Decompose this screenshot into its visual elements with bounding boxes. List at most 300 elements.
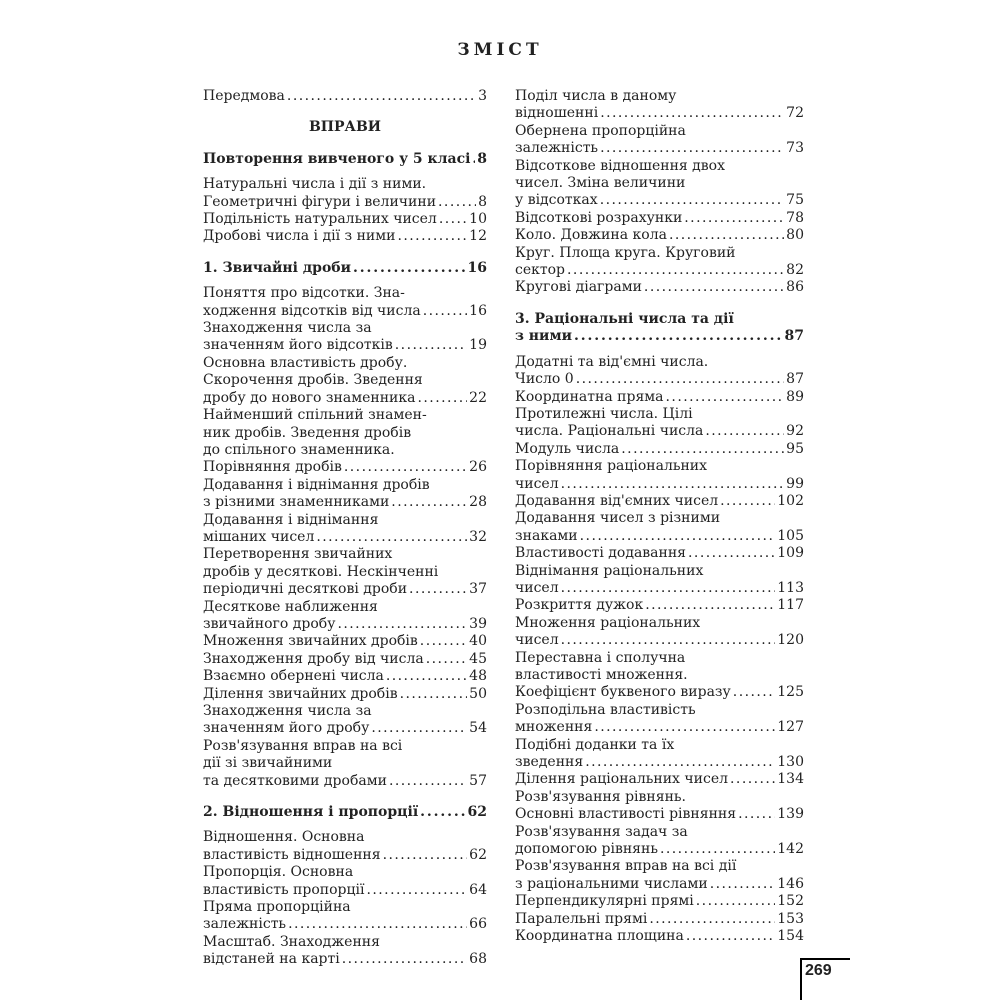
toc-entry-tail bbox=[515, 441, 804, 458]
toc-entry-title: значенням його відсотків bbox=[203, 337, 393, 354]
toc-entry-tail bbox=[515, 597, 804, 614]
toc-entry[interactable] bbox=[203, 738, 487, 790]
toc-page-number: 146 bbox=[777, 875, 804, 892]
toc-entry[interactable] bbox=[515, 158, 804, 210]
toc-entry-line: Порівняння раціональних bbox=[515, 458, 708, 475]
toc-entry-line: Натуральні числа і дії з ними. bbox=[203, 176, 427, 193]
toc-page-number: 12 bbox=[469, 228, 487, 245]
toc-entry-line: Множення раціональних bbox=[515, 614, 701, 631]
toc-entry-tail bbox=[203, 804, 487, 821]
toc-entry[interactable] bbox=[515, 702, 804, 737]
toc-entry-tail bbox=[203, 720, 487, 737]
dot-leader bbox=[418, 390, 468, 407]
toc-entry-tail bbox=[203, 303, 487, 320]
toc-page-number: 68 bbox=[469, 951, 487, 968]
toc-entry-title: зведення bbox=[515, 754, 584, 771]
toc-entry-tail bbox=[203, 847, 487, 864]
toc-page-number: 10 bbox=[469, 211, 487, 228]
toc-entry-tail bbox=[515, 328, 804, 345]
toc-entry-line: Розв'язування задач за bbox=[515, 823, 688, 840]
toc-page-number: 37 bbox=[469, 581, 487, 598]
toc-entry[interactable] bbox=[203, 211, 487, 228]
toc-entry-line: Масштаб. Знаходження bbox=[203, 933, 380, 950]
toc-entry-line: Додавання чисел з різними bbox=[515, 510, 721, 527]
toc-entry-tail bbox=[203, 633, 487, 650]
dot-leader bbox=[580, 528, 776, 545]
toc-page-number: 109 bbox=[777, 545, 804, 562]
toc-entry-title: Множення звичайних дробів bbox=[203, 633, 418, 650]
toc-entry-tail bbox=[203, 686, 487, 703]
toc-entry-title: Число 0 bbox=[515, 371, 574, 388]
dot-leader bbox=[720, 493, 775, 510]
toc-entry[interactable] bbox=[203, 668, 487, 685]
toc-entry[interactable] bbox=[515, 563, 804, 598]
toc-page-number: 152 bbox=[777, 893, 804, 910]
toc-chapter-entry[interactable] bbox=[203, 151, 487, 168]
toc-entry-line: чисел. Зміна величини bbox=[515, 175, 686, 192]
toc-entry-title: дробу до нового знаменника bbox=[203, 389, 416, 406]
toc-entry-title: мішаних чисел bbox=[203, 528, 315, 545]
toc-entry-title: Повторення вивченого у 5 класі bbox=[203, 150, 471, 167]
toc-entry-line: Додавання і віднімання bbox=[203, 511, 379, 528]
dot-leader bbox=[409, 581, 467, 598]
toc-page-number: 64 bbox=[469, 881, 487, 898]
toc-page-number: 154 bbox=[777, 928, 804, 945]
toc-entry-title: Додавання від'ємних чисел bbox=[515, 492, 719, 509]
toc-entry-line: Основна властивість дробу. bbox=[203, 354, 408, 371]
spacer bbox=[203, 137, 487, 151]
toc-entry-tail bbox=[515, 580, 804, 597]
toc-entry-title: сектор bbox=[515, 262, 566, 279]
toc-entry[interactable] bbox=[203, 899, 487, 934]
toc-entry[interactable] bbox=[515, 893, 804, 910]
toc-entry-line: Знаходження числа за bbox=[203, 703, 372, 719]
toc-entry-title: Модуль числа bbox=[515, 440, 620, 457]
toc-entry[interactable] bbox=[203, 934, 487, 969]
toc-entry[interactable] bbox=[515, 123, 804, 158]
dot-leader bbox=[594, 719, 775, 736]
dot-leader bbox=[389, 773, 467, 790]
toc-entry-title: Коефіцієнт буквеного виразу bbox=[515, 684, 731, 701]
toc-page-number: 92 bbox=[786, 423, 804, 440]
toc-entry-title: Дробові числа і дії з ними bbox=[203, 228, 396, 245]
toc-page-number: 130 bbox=[777, 754, 804, 771]
toc-entry-line: Розв'язування вправ на всі дії bbox=[515, 858, 737, 875]
toc-entry-line: Протилежні числа. Цілі bbox=[515, 405, 693, 422]
toc-entry-line: Розв'язування вправ на всі bbox=[203, 737, 403, 754]
spacer bbox=[203, 168, 487, 176]
toc-entry-tail bbox=[515, 545, 804, 562]
toc-page-number: 50 bbox=[469, 685, 487, 702]
toc-entry-title: Ділення звичайних дробів bbox=[203, 685, 398, 702]
toc-entry-line: Додатні та від'ємні числа. bbox=[515, 353, 709, 370]
dot-leader bbox=[288, 916, 467, 933]
toc-entry[interactable] bbox=[203, 355, 487, 407]
toc-entry-title: залежність bbox=[515, 140, 599, 157]
dot-leader bbox=[710, 876, 776, 893]
toc-entry[interactable] bbox=[203, 512, 487, 547]
toc-entry-title: періодичні десяткові дроби bbox=[203, 581, 408, 598]
toc-entry-tail bbox=[515, 841, 804, 858]
dot-leader bbox=[567, 262, 784, 279]
toc-entry[interactable] bbox=[515, 545, 804, 562]
toc-entry-line: до спільного знаменника. bbox=[203, 441, 395, 458]
toc-entry-tail bbox=[515, 105, 804, 122]
toc-page-number: 57 bbox=[469, 772, 487, 789]
toc-entry-line: властивості множення. bbox=[515, 667, 688, 683]
toc-entry[interactable] bbox=[203, 633, 487, 650]
dot-leader bbox=[400, 686, 468, 703]
toc-entry-tail bbox=[203, 211, 487, 228]
toc-page-number: 75 bbox=[786, 192, 804, 209]
toc-entry-tail bbox=[203, 390, 487, 407]
toc-entry-tail bbox=[515, 371, 804, 388]
dot-leader bbox=[420, 804, 465, 821]
toc-entry-tail bbox=[515, 210, 804, 227]
toc-entry-title: Координатна пряма bbox=[515, 388, 664, 405]
toc-column-left bbox=[203, 88, 487, 969]
toc-entry-tail bbox=[203, 651, 487, 668]
toc-entry-tail bbox=[515, 911, 804, 928]
dot-leader bbox=[621, 441, 784, 458]
toc-entry[interactable] bbox=[203, 864, 487, 899]
toc-page-number: 48 bbox=[469, 668, 487, 685]
toc-entry[interactable] bbox=[203, 477, 487, 512]
toc-entry-title: властивість відношення bbox=[203, 846, 381, 863]
toc-entry-tail bbox=[515, 928, 804, 945]
toc-entry[interactable] bbox=[515, 789, 804, 824]
dot-leader bbox=[423, 303, 467, 320]
toc-entry[interactable] bbox=[203, 407, 487, 477]
page-number: 269 bbox=[805, 962, 832, 979]
toc-page-number: 19 bbox=[469, 337, 487, 354]
toc-page-number: 16 bbox=[467, 259, 487, 276]
toc-page-number: 89 bbox=[786, 388, 804, 405]
toc-entry-title: звичайного дробу bbox=[203, 615, 336, 632]
toc-entry-tail bbox=[203, 951, 487, 968]
toc-entry-title: Розкриття дужок bbox=[515, 597, 644, 614]
toc-entry-title: знаками bbox=[515, 527, 578, 544]
toc-entry-title: Координатна площина bbox=[515, 928, 684, 945]
dot-leader bbox=[684, 210, 784, 227]
dot-leader bbox=[730, 771, 775, 788]
toc-entry-title: Кругові діаграми bbox=[515, 279, 642, 296]
toc-entry-tail bbox=[203, 616, 487, 633]
spacer bbox=[203, 277, 487, 285]
toc-entry-title: Ділення раціональних чисел bbox=[515, 771, 729, 788]
toc-entry[interactable] bbox=[515, 615, 804, 650]
toc-entry[interactable] bbox=[515, 510, 804, 545]
toc-entry[interactable] bbox=[515, 389, 804, 406]
toc-entry-title: Перпендикулярні прямі bbox=[515, 893, 694, 910]
toc-entry-line: Віднімання раціональних bbox=[515, 562, 704, 579]
dot-leader bbox=[472, 151, 475, 168]
dot-leader bbox=[600, 192, 784, 209]
toc-entry-line: Поділ числа в даному bbox=[515, 88, 677, 104]
toc-entry-tail bbox=[203, 459, 487, 476]
toc-entry[interactable] bbox=[515, 245, 804, 280]
dot-leader bbox=[660, 841, 775, 858]
toc-entry-line: Пропорція. Основна bbox=[203, 864, 354, 881]
dot-leader bbox=[696, 893, 775, 910]
toc-entry-title: допомогою рівнянь bbox=[515, 841, 658, 858]
toc-entry-tail bbox=[203, 494, 487, 511]
toc-column-right bbox=[515, 88, 804, 946]
dot-leader bbox=[733, 684, 775, 701]
toc-entry-title: властивість пропорції bbox=[203, 881, 365, 898]
spacer bbox=[203, 246, 487, 260]
toc-entry-title: з раціональними числами bbox=[515, 875, 708, 892]
dot-leader bbox=[438, 194, 476, 211]
toc-page-number: 127 bbox=[777, 719, 804, 736]
toc-page-number: 153 bbox=[777, 910, 804, 927]
toc-page-number: 142 bbox=[777, 841, 804, 858]
toc-page-number: 120 bbox=[777, 632, 804, 649]
toc-page-number: 8 bbox=[477, 150, 487, 167]
toc-entry-title: Властивості додавання bbox=[515, 545, 687, 562]
toc-entry-tail bbox=[515, 632, 804, 649]
toc-entry-title: з різними знаменниками bbox=[203, 494, 390, 511]
toc-entry-tail bbox=[203, 151, 487, 168]
dot-leader bbox=[600, 105, 784, 122]
dot-leader bbox=[344, 459, 467, 476]
toc-entry-tail bbox=[203, 916, 487, 933]
toc-page-number: 117 bbox=[777, 597, 804, 614]
toc-page-number: 102 bbox=[777, 492, 804, 509]
toc-entry[interactable] bbox=[515, 858, 804, 893]
toc-page-number: 82 bbox=[786, 262, 804, 279]
toc-entry[interactable] bbox=[203, 320, 487, 355]
toc-entry-title: 2. Відношення і пропорції bbox=[203, 804, 419, 821]
toc-page-number: 113 bbox=[777, 579, 804, 596]
toc-entry-title: залежність bbox=[203, 916, 287, 933]
toc-entry[interactable] bbox=[203, 546, 487, 598]
toc-page-number: 22 bbox=[469, 389, 487, 406]
dot-leader bbox=[371, 720, 467, 737]
toc-chapter-entry[interactable] bbox=[203, 260, 487, 277]
toc-entry-line: Перетворення звичайних bbox=[203, 546, 393, 563]
toc-page-number: 86 bbox=[786, 279, 804, 296]
toc-entry-title: множення bbox=[515, 719, 593, 736]
toc-entry-title: відношенні bbox=[515, 105, 599, 122]
toc-entry-tail bbox=[515, 227, 804, 244]
toc-entry-title: Паралельні прямі bbox=[515, 910, 648, 927]
toc-entry[interactable] bbox=[515, 441, 804, 458]
toc-page-number: 45 bbox=[469, 650, 487, 667]
dot-leader bbox=[366, 882, 467, 899]
toc-entry-tail bbox=[515, 754, 804, 771]
toc-page-number: 139 bbox=[777, 806, 804, 823]
toc-entry-title: числа. Раціональні числа bbox=[515, 423, 704, 440]
toc-entry-line: Скорочення дробів. Зведення bbox=[203, 372, 423, 389]
toc-entry[interactable] bbox=[203, 703, 487, 738]
toc-entry-line: Розв'язування рівнянь. bbox=[515, 788, 686, 805]
toc-entry-line: Пряма пропорційна bbox=[203, 899, 351, 916]
toc-page-number: 80 bbox=[786, 227, 804, 244]
toc-page-number: 105 bbox=[777, 527, 804, 544]
spacer bbox=[515, 346, 804, 354]
dot-leader bbox=[705, 423, 784, 440]
toc-page-number: 99 bbox=[786, 475, 804, 492]
toc-entry-tail bbox=[203, 337, 487, 354]
toc-entry[interactable] bbox=[515, 650, 804, 702]
toc-page-number: 62 bbox=[467, 804, 487, 821]
toc-entry-tail bbox=[515, 806, 804, 823]
toc-entry-line: Відсоткове відношення двох bbox=[515, 157, 726, 174]
toc-entry-title: з ними bbox=[515, 328, 572, 345]
toc-page-number: 95 bbox=[786, 440, 804, 457]
toc-entry-line: Обернена пропорційна bbox=[515, 122, 686, 139]
dot-leader bbox=[426, 651, 467, 668]
toc-page-number: 54 bbox=[469, 720, 487, 737]
toc-entry-line: Десяткове наближення bbox=[203, 598, 378, 615]
toc-page-number: 78 bbox=[786, 209, 804, 226]
toc-entry-tail bbox=[515, 262, 804, 279]
toc-page-number: 32 bbox=[469, 528, 487, 545]
toc-entry-line: 3. Раціональні числа та дії bbox=[515, 310, 734, 327]
toc-page-number: 134 bbox=[777, 771, 804, 788]
toc-entry-line: ник дробів. Зведення дробів bbox=[203, 424, 412, 441]
toc-entry[interactable] bbox=[515, 911, 804, 928]
dot-leader bbox=[645, 597, 775, 614]
toc-entry[interactable] bbox=[515, 279, 804, 296]
toc-entry-tail bbox=[515, 140, 804, 157]
toc-entry-line: Знаходження числа за bbox=[203, 320, 372, 337]
toc-entry-title: ходження відсотків від числа bbox=[203, 302, 421, 319]
dot-leader bbox=[688, 545, 775, 562]
dot-leader bbox=[439, 211, 467, 228]
dot-leader bbox=[649, 911, 775, 928]
toc-entry[interactable] bbox=[515, 771, 804, 788]
toc-entry-line: Додавання і віднімання дробів bbox=[203, 476, 430, 493]
toc-entry-line: Переставна і сполучна bbox=[515, 649, 686, 666]
toc-page-number: 39 bbox=[469, 615, 487, 632]
toc-page-number: 28 bbox=[469, 494, 487, 511]
dot-leader bbox=[287, 88, 476, 105]
toc-entry[interactable] bbox=[515, 354, 804, 389]
toc-entry[interactable] bbox=[515, 493, 804, 510]
toc-entry[interactable] bbox=[515, 458, 804, 493]
toc-entry-title: чисел bbox=[515, 632, 559, 649]
toc-entry-title: та десятковими дробами bbox=[203, 772, 387, 789]
toc-page-number: 66 bbox=[469, 916, 487, 933]
toc-entry-title: 1. Звичайні дроби bbox=[203, 259, 352, 276]
toc-entry-tail bbox=[203, 773, 487, 790]
toc-page-number: 16 bbox=[469, 302, 487, 319]
section-heading: ВПРАВИ bbox=[308, 119, 382, 136]
dot-leader bbox=[585, 754, 775, 771]
dot-leader bbox=[397, 228, 467, 245]
spacer bbox=[515, 297, 804, 311]
dot-leader bbox=[600, 140, 784, 157]
dot-leader bbox=[342, 951, 467, 968]
toc-entry-line: Відношення. Основна bbox=[203, 829, 365, 846]
toc-entry[interactable] bbox=[203, 686, 487, 703]
dot-leader bbox=[666, 389, 785, 406]
toc-entry-title: значенням його дробу bbox=[203, 720, 370, 737]
toc-entry-title: відстаней на карті bbox=[203, 951, 340, 968]
toc-entry[interactable] bbox=[515, 406, 804, 441]
spacer bbox=[203, 821, 487, 829]
toc-entry-tail bbox=[203, 260, 487, 277]
toc-entry-line: Найменший спільний знамен- bbox=[203, 407, 427, 424]
toc-entry[interactable] bbox=[203, 651, 487, 668]
toc-entry[interactable] bbox=[515, 737, 804, 772]
toc-entry[interactable] bbox=[515, 227, 804, 244]
dot-leader bbox=[561, 632, 776, 649]
toc-entry-tail bbox=[203, 529, 487, 546]
toc-entry-tail bbox=[515, 771, 804, 788]
toc-entry-line: Розподільна властивість bbox=[515, 701, 696, 718]
toc-entry-line: дробів у десяткові. Нескінченні bbox=[203, 563, 439, 580]
toc-entry-tail bbox=[515, 876, 804, 893]
dot-leader bbox=[738, 806, 775, 823]
toc-entry[interactable] bbox=[203, 829, 487, 864]
toc-entry-title: Основні властивості рівняння bbox=[515, 806, 737, 823]
toc-page-number: 72 bbox=[786, 105, 804, 122]
toc-page-number: 8 bbox=[478, 193, 487, 210]
toc-page-number: 87 bbox=[784, 328, 804, 345]
toc-entry[interactable] bbox=[203, 88, 487, 105]
toc-chapter-entry[interactable] bbox=[515, 311, 804, 346]
toc-entry[interactable] bbox=[203, 228, 487, 245]
toc-entry-tail bbox=[203, 194, 487, 211]
toc-entry[interactable] bbox=[515, 597, 804, 614]
toc-entry-title: Геометричні фігури і величини bbox=[203, 193, 437, 210]
toc-entry[interactable] bbox=[203, 599, 487, 634]
toc-entry-line: Поняття про відсотки. Зна- bbox=[203, 285, 405, 302]
dot-leader bbox=[644, 279, 784, 296]
toc-entry-line: дії зі звичайними bbox=[203, 755, 333, 772]
toc-entry[interactable] bbox=[515, 824, 804, 859]
toc-entry-tail bbox=[203, 882, 487, 899]
toc-entry-title: Подільність натуральних чисел bbox=[203, 211, 437, 228]
toc-entry-tail bbox=[515, 192, 804, 209]
dot-leader bbox=[386, 668, 467, 685]
toc-chapter-entry[interactable] bbox=[203, 804, 487, 821]
toc-entry-tail bbox=[203, 88, 487, 105]
toc-entry-tail bbox=[203, 581, 487, 598]
toc-entry-tail bbox=[515, 528, 804, 545]
toc-entry-title: Знаходження дробу від числа bbox=[203, 650, 424, 667]
toc-entry-tail bbox=[515, 476, 804, 493]
dot-leader bbox=[353, 260, 465, 277]
spacer bbox=[203, 790, 487, 804]
dot-leader bbox=[686, 928, 775, 945]
toc-entry[interactable] bbox=[203, 285, 487, 320]
toc-entry-tail bbox=[203, 668, 487, 685]
dot-leader bbox=[337, 616, 467, 633]
toc-entry-title: у відсотках bbox=[515, 192, 598, 209]
toc-entry-title: Коло. Довжина кола bbox=[515, 227, 667, 244]
toc-page-number: 26 bbox=[469, 459, 487, 476]
dot-leader bbox=[391, 494, 467, 511]
dot-leader bbox=[383, 847, 468, 864]
toc-entry-tail bbox=[515, 279, 804, 296]
toc-entry[interactable] bbox=[515, 88, 804, 123]
toc-entry-title: чисел bbox=[515, 475, 559, 492]
toc-page-number: 3 bbox=[478, 88, 487, 104]
dot-leader bbox=[576, 371, 784, 388]
toc-entry-tail bbox=[515, 684, 804, 701]
dot-leader bbox=[420, 633, 467, 650]
toc-page-number: 87 bbox=[786, 371, 804, 388]
dot-leader bbox=[316, 529, 467, 546]
toc-entry[interactable] bbox=[515, 928, 804, 945]
toc-entry[interactable] bbox=[515, 210, 804, 227]
toc-entry[interactable] bbox=[203, 176, 487, 211]
toc-entry-title: чисел bbox=[515, 579, 559, 596]
